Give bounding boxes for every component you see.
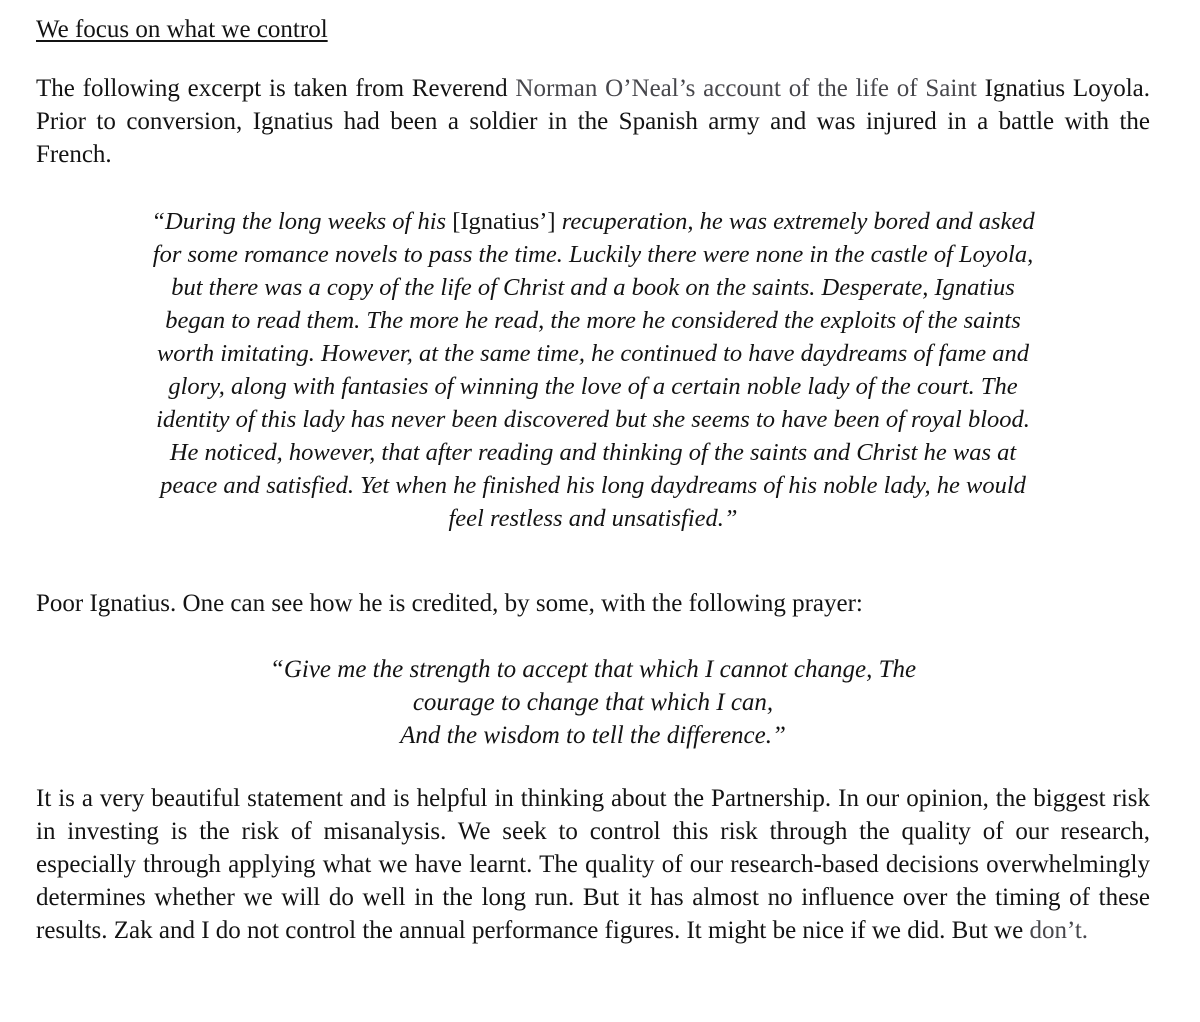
text-segment: “During the long weeks of his — [151, 208, 453, 235]
quote-line — [36, 304, 1150, 337]
text-segment: “Give me the strength to accept that which I cannot change, The — [269, 656, 917, 683]
quote-line — [36, 271, 1150, 304]
text-segment: And the wisdom to tell the difference.” — [400, 722, 786, 749]
intro-text: Ignatius Loyola. Prior to conversion, Ignatius had been a soldier in the Spanish army and was injured in a battle with the French. — [36, 75, 1150, 168]
quote-line — [36, 653, 1150, 686]
text-segment: glory, along with fantasies of winning the love of a certain noble lady of the court. The — [168, 373, 1018, 400]
prayer-quote — [36, 653, 1150, 752]
closing-text-muted: don’t. — [1029, 917, 1089, 944]
text-segment: feel restless and unsatisfied.” — [448, 505, 738, 532]
quote-line — [36, 370, 1150, 403]
intro-paragraph — [36, 72, 1150, 171]
text-segment: He noticed, however, that after reading and thinking of the saints and Christ he was at — [169, 439, 1017, 466]
text-segment: but there was a copy of the life of Christ and a book on the saints. Desperate, Ignatius — [171, 274, 1015, 301]
text-segment: courage to change that which I can, — [412, 689, 774, 716]
quote-line — [36, 686, 1150, 719]
quote-line — [36, 502, 1150, 535]
quote-line — [36, 469, 1150, 502]
intro-text: The following excerpt is taken from Reverend — [36, 75, 516, 102]
text-segment: peace and satisfied. Yet when he finished his long daydreams of his noble lady, he would — [160, 472, 1026, 499]
quote-line — [36, 337, 1150, 370]
text-segment: for some romance novels to pass the time. Luckily there were none in the castle of Loyola, — [152, 241, 1034, 268]
page-title: We focus on what we control — [36, 16, 328, 43]
text-segment: [Ignatius’] — [452, 208, 556, 235]
intro-text-muted: Norman O’Neal’s account of the life of Saint — [515, 75, 977, 102]
quote-line — [36, 403, 1150, 436]
text-segment: began to read them. The more he read, the more he considered the exploits of the saints — [165, 307, 1021, 334]
quote-line — [36, 205, 1150, 238]
excerpt-quote — [36, 205, 1150, 535]
quote-line — [36, 719, 1150, 752]
text-segment: worth imitating. However, at the same time, he continued to have daydreams of fame and — [156, 340, 1030, 367]
text-segment: identity of this lady has never been discovered but she seems to have been of royal blood. — [156, 406, 1030, 433]
quote-line — [36, 436, 1150, 469]
closing-paragraph — [36, 782, 1150, 947]
credit-paragraph: Poor Ignatius. One can see how he is credited, by some, with the following prayer: — [36, 590, 863, 617]
quote-line — [36, 238, 1150, 271]
text-segment: recuperation, he was extremely bored and asked — [555, 208, 1035, 235]
closing-text: It is a very beautiful statement and is helpful in thinking about the Partnership. In our opinion, the biggest risk in investing is the risk of misanalysis. We seek to control this risk through the quality of our research, especially through applying what we have learnt. The quality of our research-based decisions overwhelmingly determines whether we will do well in the long run. But it has almost no influence over the timing of these results. Zak and I do not control the annual performance figures. It might be nice if we did. But we — [36, 785, 1150, 944]
